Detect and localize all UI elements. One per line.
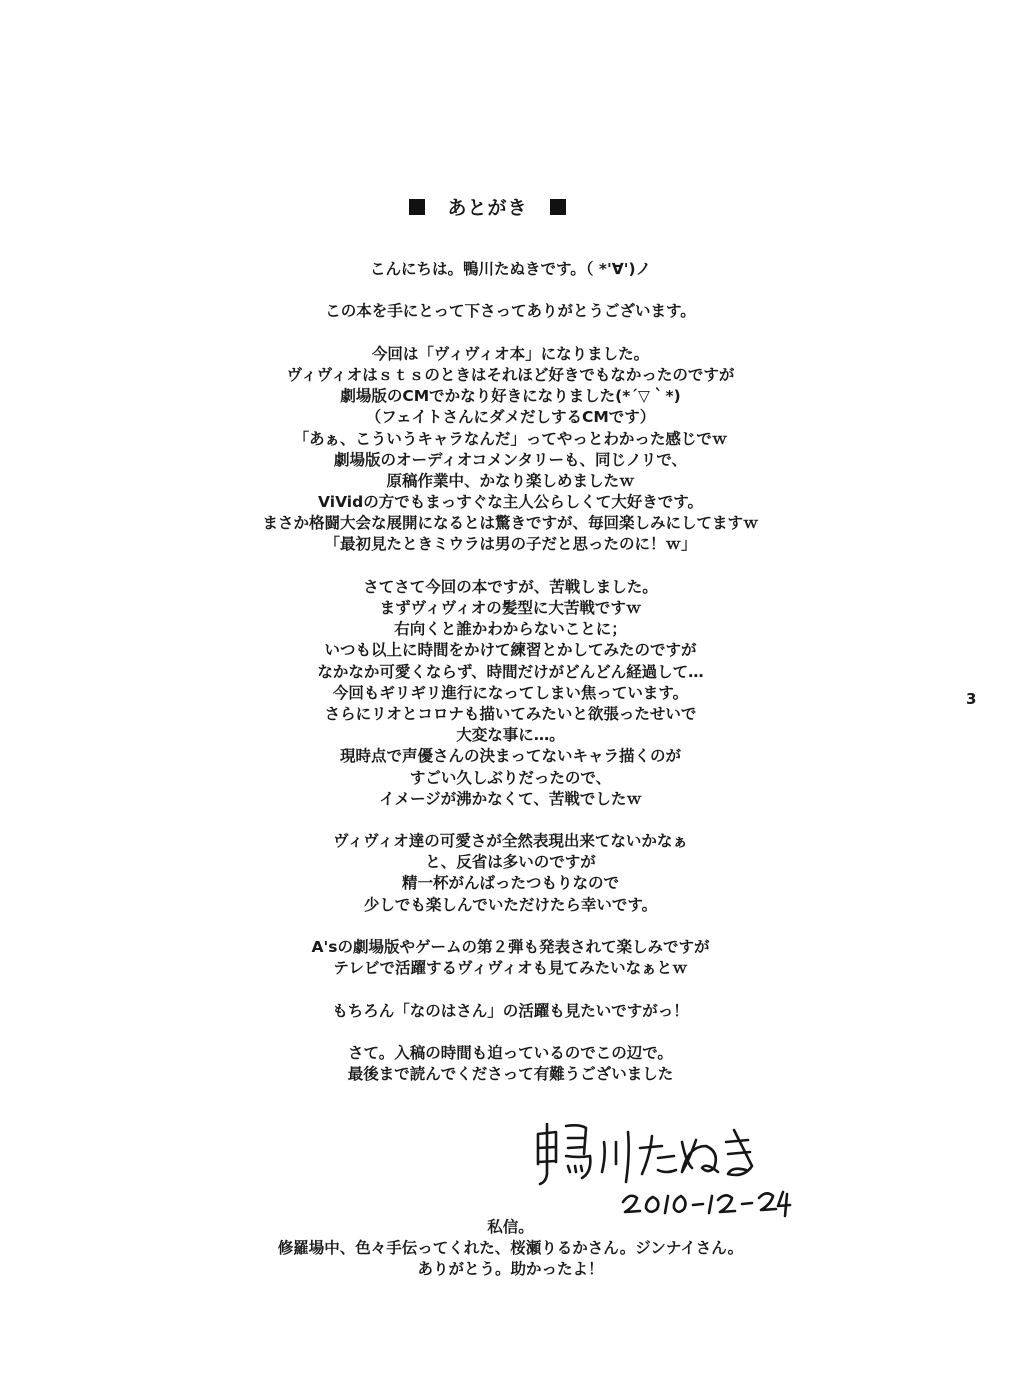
text-line: もちろん「なのはさん」の活躍も見たいですがっ！ <box>332 1001 689 1020</box>
page-number: 3 <box>966 690 977 708</box>
page-title <box>0 193 975 220</box>
text-line: 今回は「ヴィヴィオ本」になりました。 <box>371 344 650 363</box>
text-line: さて。入稿の時間も迫っているのでこの辺で。 <box>348 1043 673 1062</box>
square-bullet-icon <box>550 199 566 215</box>
paragraph <box>0 577 1021 810</box>
text-line: 少しでも楽しんでいただけたら幸いです。 <box>363 895 658 914</box>
text-line: ViVidの方でもまっすぐな主人公らしくて大好きです。 <box>318 493 703 512</box>
text-line: まさか格闘大会な展開になるとは驚きですが、毎回楽しみにしてますｗ <box>262 514 759 533</box>
text-line: ありがとう。助かったよ！ <box>417 1260 604 1279</box>
text-line: 私信。 <box>487 1218 534 1236</box>
afterword-body <box>0 259 1021 1085</box>
text-line: イメージが沸かなくて、苦戦でしたｗ <box>379 789 642 808</box>
title-text: あとがき <box>447 197 528 219</box>
text-line: 最後まで読んでくださって有難うございました <box>347 1065 674 1084</box>
text-line: ヴィヴィオ達の可愛さが全然表現出来てないかなぁ <box>333 832 688 851</box>
text-line: テレビで活躍するヴィヴィオも見てみたいなぁとｗ <box>333 959 688 978</box>
text-line: 劇場版のオーディオコメンタリーも、同じノリで、 <box>333 450 688 469</box>
text-line: この本を手にとって下さってありがとうございます。 <box>325 302 696 321</box>
paragraph <box>0 1001 1021 1022</box>
text-line: いつも以上に時間をかけて練習とかしてみたのですが <box>324 641 697 660</box>
text-line: 大変な事に…。 <box>456 726 565 745</box>
text-line: まずヴィヴィオの髪型に大苦戦ですｗ <box>379 599 642 617</box>
text-line: 「あぁ、こういうキャラなんだ」ってやっとわかった感じでｗ <box>293 429 728 448</box>
square-bullet-icon <box>409 199 425 215</box>
text-line: A'sの劇場版やゲームの第２弾も発表されて楽しみですが <box>311 938 710 956</box>
text-line: 精一杯がんばったつもりなので <box>401 874 619 893</box>
paragraph <box>0 1043 1021 1085</box>
text-line: と、反省は多いのですが <box>425 853 596 872</box>
text-line: 「最初見たときミウラは男の子だと思ったのに！ｗ」 <box>324 535 697 554</box>
text-line: こんにちは。鴨川たぬきです。（ *'∀')ノ <box>369 260 652 278</box>
personal-message <box>0 1217 1021 1281</box>
text-line: すごい久しぶりだったので、 <box>409 768 612 787</box>
text-line: なかなか可愛くならず、時間だけがどんどん経過して… <box>317 662 704 681</box>
text-line: さらにリオとコロナも描いてみたいと欲張ったせいで <box>324 704 697 723</box>
text-line: 今回もギリギリ進行になってしまい焦っています。 <box>332 683 689 702</box>
paragraph <box>0 831 1021 916</box>
text-line: （フェイトさんにダメだしするCMです） <box>365 408 656 427</box>
text-line: ヴィヴィオはｓｔｓのときはそれほど好きでもなかったのですが <box>286 365 735 384</box>
paragraph <box>0 937 1021 979</box>
text-line: 現時点で声優さんの決まってないキャラ描くのが <box>339 747 681 766</box>
paragraph <box>0 344 1021 556</box>
paragraph <box>0 259 1021 280</box>
text-line: さてさて今回の本ですが、苦戦しました。 <box>363 577 658 596</box>
text-line: 劇場版のCMでかなり好きになりました(*´▽｀*) <box>340 387 681 406</box>
text-line: 右向くと誰かわからないことに； <box>394 620 627 639</box>
text-line: 原稿作業中、かなり楽しめましたｗ <box>386 471 635 490</box>
handwritten-signature <box>520 1112 790 1217</box>
paragraph <box>0 301 1021 322</box>
text-line: 修羅場中、色々手伝ってくれた、桜瀬りるかさん。ジンナイさん。 <box>277 1239 744 1258</box>
